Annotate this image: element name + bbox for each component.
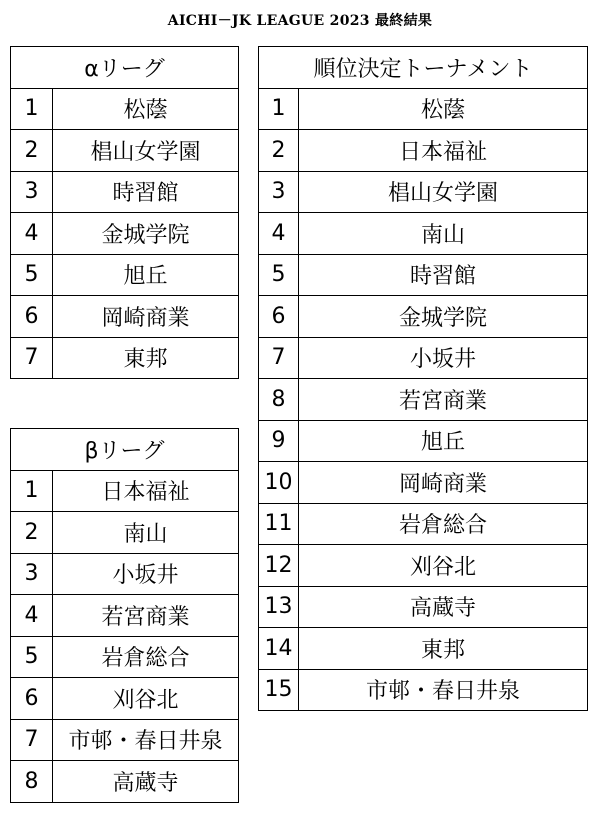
team-cell: 岩倉総合 xyxy=(299,503,588,545)
rank-cell: 5 xyxy=(259,254,299,296)
rank-cell: 10 xyxy=(259,462,299,504)
table-row xyxy=(11,761,239,803)
rank-cell: 15 xyxy=(259,669,299,711)
table-row xyxy=(11,213,239,255)
rank-cell: 6 xyxy=(11,296,53,338)
table-row xyxy=(259,379,588,421)
beta-league-header: βリーグ xyxy=(11,429,239,471)
rank-cell: 5 xyxy=(11,636,53,678)
rank-cell: 6 xyxy=(11,678,53,720)
team-cell: 市邨・春日井泉 xyxy=(53,719,239,761)
team-cell: 日本福祉 xyxy=(53,470,239,512)
team-cell: 市邨・春日井泉 xyxy=(299,669,588,711)
team-cell: 旭丘 xyxy=(299,420,588,462)
team-cell: 椙山女学園 xyxy=(299,171,588,213)
table-row xyxy=(259,628,588,670)
table-row xyxy=(259,503,588,545)
page-title: AICHI－JK LEAGUE 2023 最終結果 xyxy=(167,13,433,29)
rank-cell: 4 xyxy=(11,213,53,255)
table-row xyxy=(11,553,239,595)
team-cell: 南山 xyxy=(299,213,588,255)
table-row xyxy=(259,130,588,172)
team-cell: 高蔵寺 xyxy=(53,761,239,803)
rank-cell: 8 xyxy=(259,379,299,421)
rank-cell: 14 xyxy=(259,628,299,670)
alpha-league-header: αリーグ xyxy=(11,47,239,89)
table-row xyxy=(259,545,588,587)
team-cell: 時習館 xyxy=(299,254,588,296)
rank-cell: 2 xyxy=(11,512,53,554)
beta-league-table xyxy=(10,428,239,803)
rank-cell: 7 xyxy=(11,719,53,761)
table-row xyxy=(11,130,239,172)
rank-cell: 4 xyxy=(11,595,53,637)
team-cell: 松蔭 xyxy=(299,88,588,130)
table-row xyxy=(259,254,588,296)
rank-cell: 5 xyxy=(11,254,53,296)
alpha-league-table xyxy=(10,46,239,379)
team-cell: 岡崎商業 xyxy=(53,296,239,338)
table-row xyxy=(11,88,239,130)
table-row xyxy=(259,213,588,255)
table-row xyxy=(11,254,239,296)
rank-cell: 2 xyxy=(259,130,299,172)
rank-cell: 1 xyxy=(11,88,53,130)
table-row xyxy=(11,595,239,637)
team-cell: 東邦 xyxy=(53,337,239,379)
team-cell: 椙山女学園 xyxy=(53,130,239,172)
team-cell: 若宮商業 xyxy=(53,595,239,637)
team-cell: 岩倉総合 xyxy=(53,636,239,678)
team-cell: 若宮商業 xyxy=(299,379,588,421)
team-cell: 時習館 xyxy=(53,171,239,213)
rank-cell: 3 xyxy=(11,171,53,213)
table-row xyxy=(259,337,588,379)
table-row xyxy=(11,512,239,554)
table-row xyxy=(259,88,588,130)
rank-cell: 1 xyxy=(11,470,53,512)
team-cell: 小坂井 xyxy=(299,337,588,379)
rank-cell: 6 xyxy=(259,296,299,338)
rank-cell: 1 xyxy=(259,88,299,130)
team-cell: 南山 xyxy=(53,512,239,554)
rank-cell: 13 xyxy=(259,586,299,628)
team-cell: 金城学院 xyxy=(299,296,588,338)
team-cell: 松蔭 xyxy=(53,88,239,130)
rank-cell: 8 xyxy=(11,761,53,803)
table-row xyxy=(11,719,239,761)
table-row xyxy=(11,678,239,720)
rank-cell: 3 xyxy=(259,171,299,213)
table-row xyxy=(259,420,588,462)
rank-cell: 3 xyxy=(11,553,53,595)
rank-cell: 9 xyxy=(259,420,299,462)
team-cell: 旭丘 xyxy=(53,254,239,296)
table-row xyxy=(259,296,588,338)
team-cell: 小坂井 xyxy=(53,553,239,595)
team-cell: 日本福祉 xyxy=(299,130,588,172)
final-tournament-table xyxy=(258,46,588,711)
team-cell: 刈谷北 xyxy=(53,678,239,720)
rank-cell: 7 xyxy=(11,337,53,379)
team-cell: 金城学院 xyxy=(53,213,239,255)
table-row xyxy=(259,669,588,711)
table-row xyxy=(259,586,588,628)
rank-cell: 2 xyxy=(11,130,53,172)
rank-cell: 4 xyxy=(259,213,299,255)
table-row xyxy=(259,171,588,213)
table-row xyxy=(11,171,239,213)
final-tournament-header: 順位決定トーナメント xyxy=(259,47,588,89)
team-cell: 東邦 xyxy=(299,628,588,670)
table-row xyxy=(11,337,239,379)
table-row xyxy=(11,296,239,338)
team-cell: 岡崎商業 xyxy=(299,462,588,504)
table-row xyxy=(259,462,588,504)
team-cell: 刈谷北 xyxy=(299,545,588,587)
table-row xyxy=(11,636,239,678)
rank-cell: 7 xyxy=(259,337,299,379)
rank-cell: 11 xyxy=(259,503,299,545)
table-row xyxy=(11,470,239,512)
team-cell: 高蔵寺 xyxy=(299,586,588,628)
rank-cell: 12 xyxy=(259,545,299,587)
